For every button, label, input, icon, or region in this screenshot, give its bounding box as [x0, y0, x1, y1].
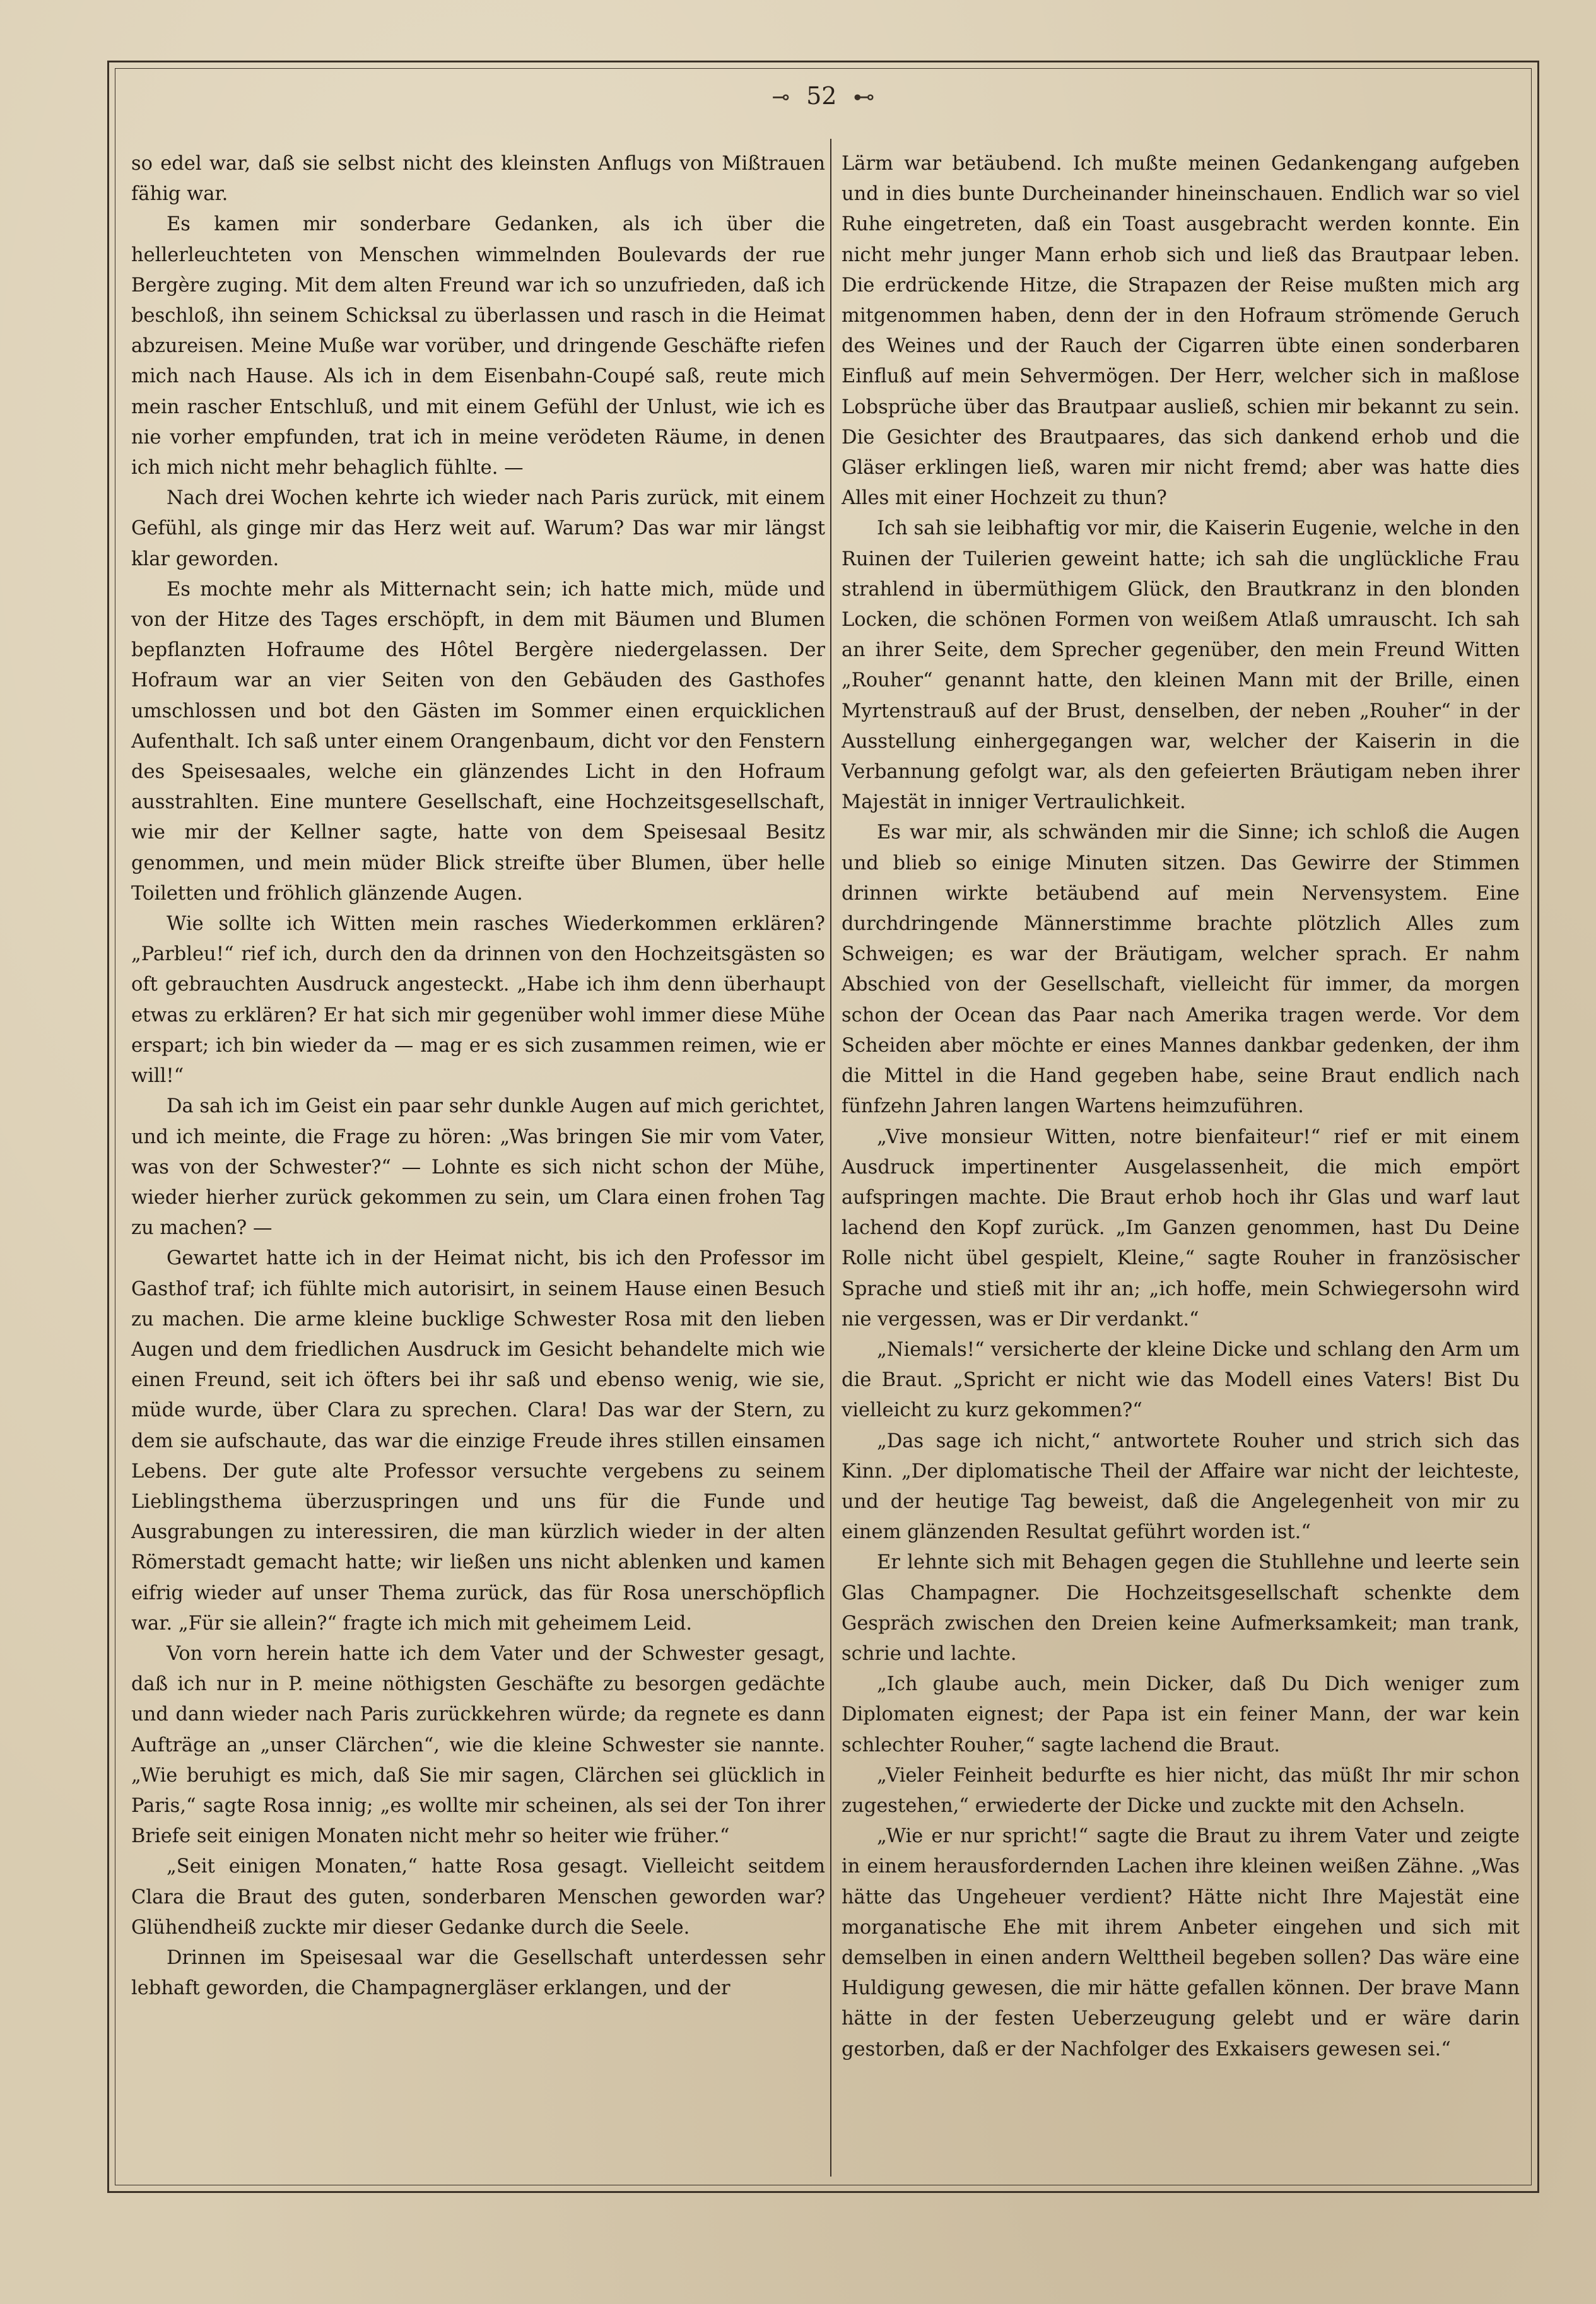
page-header — [115, 82, 1532, 120]
paragraph: „Wie er nur spricht!“ sagte die Braut zu ihrem Vater und zeigte in einem herausfordernden Lachen ihre kleinen weißen Zähne. „Was hätte das Ungeheuer verdient? Hätte nicht Ihre Majestät eine morganatische Ehe mit ihrem Anbeter eingehen und sich mit demselben in einen andern Welttheil begeben sollen? Das wäre eine Huldigung gewesen, die mir hätte gefallen können. Der brave Mann hätte in der festen Ueberzeugung gelebt und er wäre darin gestorben, daß er der Nachfolger des Exkaisers gewesen sei.“ — [842, 1825, 1520, 2060]
paragraph: Nach drei Wochen kehrte ich wieder nach Paris zurück, mit einem Gefühl, als ginge mir das Herz weit auf. Warum? Das war mir längst klar geworden. — [131, 487, 825, 570]
paragraph: Lärm war betäubend. Ich mußte meinen Gedankengang aufgeben und in dies bunte Durcheinander hineinschauen. Endlich war so viel Ruhe eingetreten, daß ein Toast ausgebracht werden konnte. Ein nicht mehr junger Mann erhob sich und ließ das Brautpaar leben. Die erdrückende Hitze, die Strapazen der Reise mußten mich arg mitgenommen haben, denn der in den Hofraum strömende Geruch des Weines und der Rauch der Cigarren übte einen sonderbaren Einfluß auf mein Sehvermögen. Der Herr, welcher sich in maßlose Lobsprüche über das Brautpaar ausließ, schien mir bekannt zu sein. Die Gesichter des Brautpaares, das sich dankend erhob und die Gläser erklingen ließ, waren mir nicht fremd; aber was hatte dies Alles mit einer Hochzeit zu thun? — [842, 153, 1520, 510]
paragraph: „Ich glaube auch, mein Dicker, daß Du Dich weniger zum Diplomaten eignest; der Papa ist ein feiner Mann, der war kein schlechter Rouher,“ sagte lachend die Braut. — [842, 1673, 1520, 1756]
left-column — [131, 149, 825, 2004]
paragraph: so edel war, daß sie selbst nicht des kleinsten Anflugs von Mißtrauen fähig war. — [131, 153, 825, 206]
paragraph: Wie sollte ich Witten mein rasches Wiederkommen erklären? „Parbleu!“ rief ich, durch den da drinnen von den Hochzeitsgästen so oft gebrauchten Ausdruck angesteckt. „Habe ich ihm denn überhaupt etwas zu erklären? Er hat sich mir gegenüber wohl immer diese Mühe erspart; ich bin wieder da — mag er es sich zusammen reimen, wie er will!“ — [131, 913, 825, 1088]
paragraph: „Seit einigen Monaten,“ hatte Rosa gesagt. Vielleicht seitdem Clara die Braut des guten, sonderbaren Menschen geworden war? Glühendheiß zuckte mir dieser Gedanke durch die Seele. — [131, 1855, 825, 1939]
paragraph: Es mochte mehr als Mitternacht sein; ich hatte mich, müde und von der Hitze des Tages erschöpft, in dem mit Bäumen und Blumen bepflanzten Hofraume des Hôtel Bergère niedergelassen. Der Hofraum war an vier Seiten von den Gebäuden des Gasthofes umschlossen und bot den Gästen im Sommer einen erquicklichen Aufenthalt. Ich saß unter einem Orangenbaum, dicht vor den Fenstern des Speisesaales, welche ein glänzendes Licht in den Hofraum ausstrahlten. Eine muntere Gesellschaft, eine Hochzeitsgesellschaft, wie mir der Kellner sagte, hatte von dem Speisesaal Besitz genommen, und mein müder Blick streifte über Blumen, über helle Toiletten und fröhlich glänzende Augen. — [131, 578, 825, 905]
column-divider — [830, 139, 831, 2177]
ornament-left: ⊸ — [772, 85, 790, 110]
paragraph: Von vorn herein hatte ich dem Vater und der Schwester gesagt, daß ich nur in P. meine nöthigsten Geschäfte zu besorgen gedächte und dann wieder nach Paris zurückkehren würde; da regnete es dann Aufträge an „unser Clärchen“, wie die kleine Schwester sie nannte. „Wie beruhigt es mich, daß Sie mir sagen, Clärchen sei glücklich in Paris,“ sagte Rosa innig; „es wollte mir scheinen, als sei der Ton ihrer Briefe seit einigen Monaten nicht mehr so heiter wie früher.“ — [131, 1642, 825, 1848]
paragraph: „Das sage ich nicht,“ antwortete Rouher und strich sich das Kinn. „Der diplomatische Theil der Affaire war nicht der leichteste, und der heutige Tag beweist, daß die Angelegenheit von mir zu einem glänzenden Resultat geführt worden ist.“ — [842, 1430, 1520, 1544]
paragraph: Drinnen im Speisesaal war die Gesellschaft unterdessen sehr lebhaft geworden, die Champagnergläser erklangen, und der — [131, 1946, 825, 2000]
paragraph: Gewartet hatte ich in der Heimat nicht, bis ich den Professor im Gasthof traf; ich fühlte mich autorisirt, in seinem Hause einen Besuch zu machen. Die arme kleine bucklige Schwester Rosa mit den lieben Augen und dem friedlichen Ausdruck im Gesicht behandelte mich wie einen Freund, seit ich öfters bei ihr saß und ebenso wenig, wie sie, müde wurde, über Clara zu sprechen. Clara! Das war der Stern, zu dem sie aufschaute, das war die einzige Freude ihres stillen einsamen Lebens. Der gute alte Professor versuchte vergebens zu seinem Lieblingsthema überzuspringen und uns für die Funde und Ausgrabungen zu interessiren, die man kürzlich wieder in der alten Römerstadt gemacht hatte; wir ließen uns nicht ablenken und kamen eifrig wieder auf unser Thema zurück, das für Rosa unerschöpflich war. „Für sie allein?“ fragte ich mich mit geheimem Leid. — [131, 1247, 825, 1635]
paragraph: Da sah ich im Geist ein paar sehr dunkle Augen auf mich gerichtet, und ich meinte, die Frage zu hören: „Was bringen Sie mir vom Vater, was von der Schwester?“ — Lohnte es sich nicht schon der Mühe, wieder hierher zurück gekommen zu sein, um Clara einen frohen Tag zu machen? — — [131, 1095, 825, 1240]
paragraph: Er lehnte sich mit Behagen gegen die Stuhllehne und leerte sein Glas Champagner. Die Hochzeitsgesellschaft schenkte dem Gespräch zwischen den Dreien keine Aufmerksamkeit; man trank, schrie und lachte. — [842, 1551, 1520, 1665]
paragraph: „Vive monsieur Witten, notre bienfaiteur!“ rief er mit einem Ausdruck impertinenter Ausgelassenheit, die mich empört aufspringen machte. Die Braut erhob hoch ihr Glas und warf laut lachend den Kopf zurück. „Im Ganzen genommen, hast Du Deine Rolle nicht übel gespielt, Kleine,“ sagte Rouher in französischer Sprache und stieß mit ihr an; „ich hoffe, mein Schwiegersohn wird nie vergessen, was er Dir verdankt.“ — [842, 1126, 1520, 1331]
paragraph: Ich sah sie leibhaftig vor mir, die Kaiserin Eugenie, welche in den Ruinen der Tuilerien geweint hatte; ich sah die unglückliche Frau strahlend in übermüthigem Glück, den Brautkranz in den blonden Locken, die schönen Formen von weißem Atlaß umrauscht. Ich sah an ihrer Seite, dem Sprecher gegenüber, den mein Freund Witten „Rouher“ genannt hatte, den kleinen Mann mit der Brille, einen Myrtenstrauß auf der Brust, denselben, der neben „Rouher“ in der Ausstellung einhergegangen war, welcher der Kaiserin in die Verbannung gefolgt war, als den gefeierten Bräutigam neben ihrer Majestät in inniger Vertraulichkeit. — [842, 517, 1520, 814]
paragraph: „Vieler Feinheit bedurfte es hier nicht, das müßt Ihr mir schon zugestehen,“ erwiederte der Dicke und zuckte mit den Achseln. — [842, 1764, 1520, 1817]
paragraph: Es kamen mir sonderbare Gedanken, als ich über die hellerleuchteten von Menschen wimmelnden Boulevards der rue Bergère zuging. Mit dem alten Freund war ich so unzufrieden, daß ich beschloß, ihn seinem Schicksal zu überlassen und rasch in die Heimat abzureisen. Meine Muße war vorüber, und dringende Geschäfte riefen mich nach Hause. Als ich in dem Eisenbahn-Coupé saß, reute mich mein rascher Entschluß, und mit einem Gefühl der Unlust, wie ich es nie vorher empfunden, trat ich in meine verödeten Räume, in denen ich mich nicht mehr behaglich fühlte. — — [131, 213, 825, 479]
page-number: 52 — [806, 82, 837, 110]
right-column — [842, 149, 1520, 2065]
paragraph: „Niemals!“ versicherte der kleine Dicke und schlang den Arm um die Braut. „Spricht er nicht wie das Modell eines Vaters! Bist Du vielleicht zu kurz gekommen?“ — [842, 1338, 1520, 1422]
paragraph: Es war mir, als schwänden mir die Sinne; ich schloß die Augen und blieb so einige Minuten sitzen. Das Gewirre der Stimmen drinnen wirkte betäubend auf mein Nervensystem. Eine durchdringende Männerstimme brachte plötzlich Alles zum Schweigen; es war der Bräutigam, welcher sprach. Er nahm Abschied von der Gesellschaft, vielleicht für immer, da morgen schon der Ocean das Paar nach Amerika tragen werde. Vor dem Scheiden aber möchte er eines Mannes dankbar gedenken, der ihm die Mittel in die Hand gegeben habe, seine Braut endlich nach fünfzehn Jahren langen Wartens heimzuführen. — [842, 821, 1520, 1118]
ornament-right: ⊷ — [853, 85, 875, 110]
